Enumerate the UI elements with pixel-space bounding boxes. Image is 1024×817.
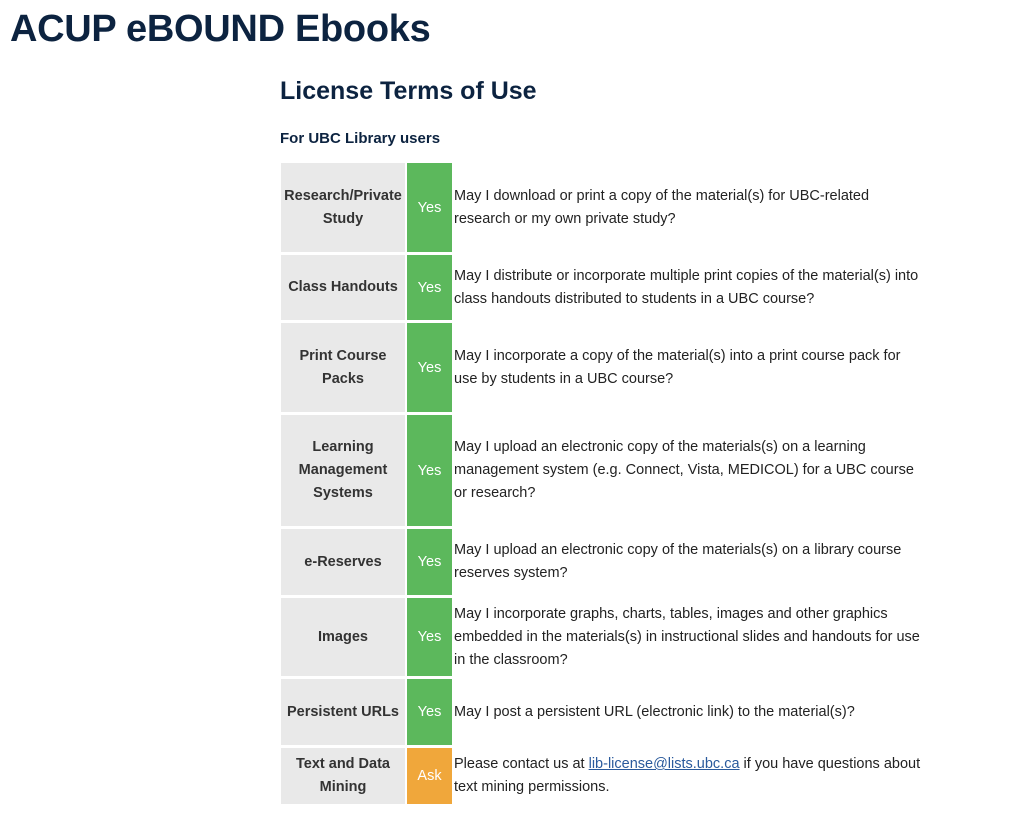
table-row: [281, 748, 924, 804]
question-text: May I download or print a copy of the material(s) for UBC-related research or my own private study?: [454, 187, 870, 227]
table-row: [281, 323, 924, 412]
table-row: [281, 598, 924, 676]
category-learning-management-systems: Learning Management Systems: [281, 415, 405, 526]
status-badge: Yes: [405, 598, 454, 676]
contact-text-after: if you have questions about text mining permissions.: [454, 756, 921, 795]
question-text: May I distribute or incorporate multiple print copies of the material(s) into class handouts distributed to students in a UBC course?: [454, 267, 919, 307]
page-title: License Terms of Use: [280, 77, 537, 105]
license-terms-table: [281, 160, 924, 807]
category-text-and-data-mining: Text and Data Mining: [281, 748, 405, 804]
category-e-reserves: e-Reserves: [281, 529, 405, 595]
question-text: May I post a persistent URL (electronic link) to the material(s)?: [454, 703, 855, 720]
main-content: [280, 74, 940, 795]
site-title: ACUP eBOUND Ebooks: [10, 8, 431, 50]
question-text: May I incorporate a copy of the material(s) into a print course pack for use by students in a UBC course?: [454, 347, 901, 387]
status-badge: Yes: [405, 529, 454, 595]
status-badge: Yes: [405, 679, 454, 745]
table-row: [281, 529, 924, 595]
question-text: [454, 748, 924, 804]
table-row: [281, 163, 924, 252]
email-link[interactable]: lib-license@lists.ubc.ca: [588, 756, 740, 772]
status-badge: Yes: [405, 415, 454, 526]
category-research-private-study: Research/Private Study: [281, 163, 405, 252]
status-badge: Ask: [405, 748, 454, 804]
question-text: May I incorporate graphs, charts, tables, images and other graphics embedded in the materials(s) in instructional slides and handouts for use in the classroom?: [454, 605, 920, 668]
table-row: [281, 415, 924, 526]
category-images: Images: [281, 598, 405, 676]
contact-text-before: Please contact us at: [454, 756, 589, 772]
question-text: May I upload an electronic copy of the materials(s) on a learning management system (e.g. Connect, Vista, MEDICOL) for a UBC course or research?: [454, 439, 914, 501]
table-row: [281, 255, 924, 320]
subtitle: For UBC Library users: [280, 130, 441, 147]
category-print-course-packs: Print Course Packs: [281, 323, 405, 412]
question-text: May I upload an electronic copy of the materials(s) on a library course reserves system?: [454, 542, 902, 581]
category-class-handouts: Class Handouts: [281, 255, 405, 320]
status-badge: Yes: [405, 255, 454, 320]
category-persistent-urls: Persistent URLs: [281, 679, 405, 745]
status-badge: Yes: [405, 323, 454, 412]
status-badge: Yes: [405, 163, 454, 252]
table-row: [281, 679, 924, 745]
